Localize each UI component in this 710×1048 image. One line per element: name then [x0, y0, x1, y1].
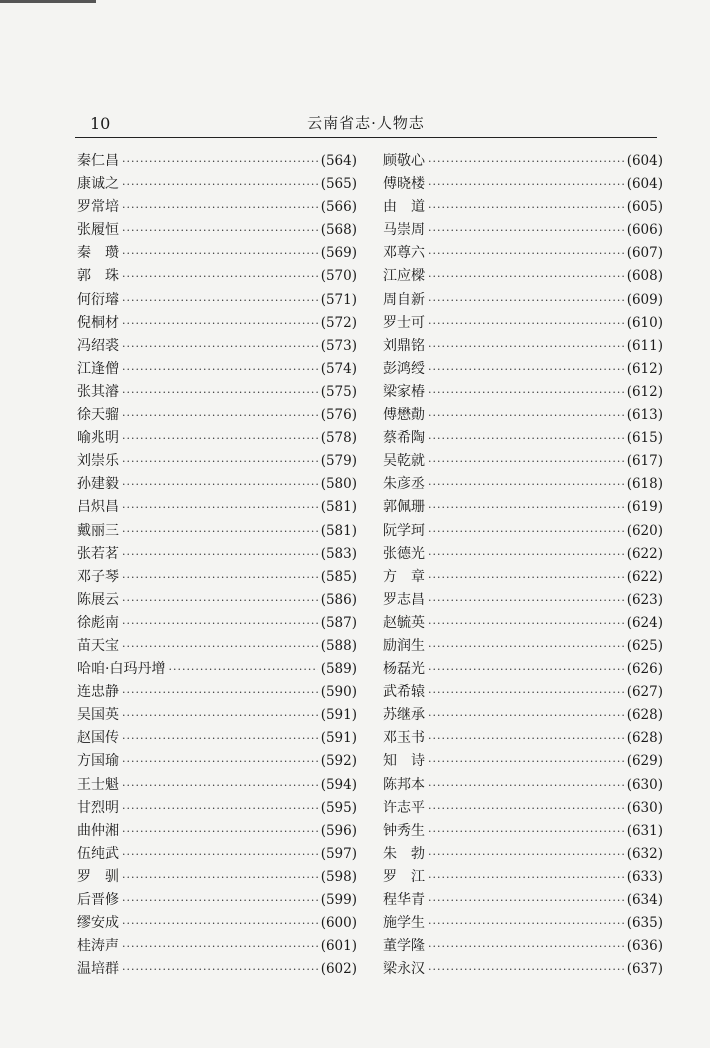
entry-name: 彭鸿绶	[383, 360, 425, 377]
dot-leader	[122, 427, 318, 450]
dot-leader	[122, 750, 318, 773]
entry-page: (631)	[626, 822, 663, 839]
toc-entry	[77, 566, 357, 589]
dot-leader	[122, 820, 318, 843]
dot-leader	[428, 589, 624, 612]
toc-entry	[77, 358, 357, 381]
toc-entry	[383, 635, 663, 658]
toc-entry	[77, 704, 357, 727]
entry-page: (637)	[626, 961, 663, 978]
entry-name: 何衍璿	[77, 291, 119, 308]
entry-page: (633)	[626, 868, 663, 885]
toc-entry	[77, 681, 357, 704]
dot-leader	[428, 289, 624, 312]
entry-page: (564)	[320, 153, 357, 169]
toc-entry	[383, 496, 663, 519]
entry-page: (579)	[320, 453, 357, 470]
toc-entry	[77, 381, 357, 404]
dot-leader	[428, 196, 624, 219]
toc-entry	[383, 450, 663, 473]
toc-entry	[77, 150, 357, 173]
dot-leader	[122, 242, 318, 265]
entry-name: 徐天骝	[77, 407, 119, 424]
dot-leader	[428, 935, 624, 958]
toc-entry	[77, 889, 357, 912]
dot-leader	[428, 335, 624, 358]
dot-leader	[428, 750, 624, 773]
entry-name: 傅晓楼	[383, 176, 425, 193]
entry-name: 秦 瓒	[77, 245, 119, 262]
dot-leader	[428, 566, 624, 589]
entry-name: 曲仲湘	[77, 822, 119, 839]
toc-entry	[77, 450, 357, 473]
entry-page: (573)	[320, 337, 357, 354]
entry-page: (628)	[626, 730, 663, 747]
dot-leader	[122, 912, 318, 935]
entry-name: 罗志昌	[383, 591, 425, 608]
scan-edge-mark	[0, 0, 96, 3]
entry-page: (610)	[626, 314, 663, 331]
entry-page: (602)	[320, 961, 357, 978]
entry-name: 朱彦丞	[383, 476, 425, 493]
entry-page: (591)	[320, 730, 357, 747]
dot-leader	[428, 173, 624, 196]
toc-entry	[383, 196, 663, 219]
toc-entry	[383, 404, 663, 427]
entry-name: 钟秀生	[383, 822, 425, 839]
toc-entry	[77, 335, 357, 358]
entry-page: (566)	[320, 199, 357, 216]
entry-name: 张其濬	[77, 383, 119, 400]
toc-entry	[383, 312, 663, 335]
entry-page: (565)	[320, 176, 357, 193]
entry-page: (583)	[320, 545, 357, 562]
dot-leader	[428, 889, 624, 912]
entry-name: 赵国传	[77, 730, 119, 747]
entry-name: 陈展云	[77, 591, 119, 608]
toc-entry	[383, 427, 663, 450]
entry-page: (591)	[320, 707, 357, 724]
dot-leader	[428, 727, 624, 750]
entry-name: 赵毓英	[383, 614, 425, 631]
entry-name: 孙建毅	[77, 476, 119, 493]
entry-page: (622)	[626, 545, 663, 562]
entry-name: 张德光	[383, 545, 425, 562]
toc-entry	[77, 727, 357, 750]
dot-leader	[428, 358, 624, 381]
dot-leader	[428, 473, 624, 496]
entry-page: (594)	[320, 776, 357, 793]
entry-name: 蔡希陶	[383, 430, 425, 447]
entry-page: (570)	[320, 268, 357, 285]
dot-leader	[122, 543, 318, 566]
toc-entry	[77, 935, 357, 958]
entry-page: (627)	[626, 684, 663, 701]
dot-leader	[122, 635, 318, 658]
toc-entry	[383, 358, 663, 381]
toc-entry	[77, 427, 357, 450]
toc-entry	[77, 473, 357, 496]
entry-name: 江逢僧	[77, 360, 119, 377]
entry-name: 罗 江	[383, 868, 425, 885]
dot-leader	[428, 612, 624, 635]
toc-entry	[77, 866, 357, 889]
entry-page: (604)	[626, 176, 663, 193]
entry-name: 邓玉书	[383, 730, 425, 747]
entry-page: (568)	[320, 222, 357, 239]
toc-entry	[77, 173, 357, 196]
entry-page: (620)	[626, 522, 663, 539]
dot-leader	[122, 727, 318, 750]
entry-page: (590)	[320, 684, 357, 701]
toc-entry	[77, 196, 357, 219]
entry-page: (636)	[626, 938, 663, 955]
entry-name: 陈邦本	[383, 776, 425, 793]
entry-page: (589)	[320, 661, 357, 678]
entry-name: 康诚之	[77, 176, 119, 193]
entry-name: 周自新	[383, 291, 425, 308]
entry-page: (629)	[626, 753, 663, 770]
dot-leader	[428, 543, 624, 566]
page-number: 10	[90, 114, 111, 133]
entry-page: (569)	[320, 245, 357, 262]
dot-leader	[428, 450, 624, 473]
dot-leader	[428, 774, 624, 797]
entry-name: 马崇周	[383, 222, 425, 239]
entry-name: 张若茗	[77, 545, 119, 562]
dot-leader	[122, 219, 318, 242]
dot-leader	[122, 843, 318, 866]
entry-page: (615)	[626, 430, 663, 447]
entry-page: (625)	[626, 637, 663, 654]
entry-page: (592)	[320, 753, 357, 770]
entry-page: (630)	[626, 776, 663, 793]
running-title: 云南省志·人物志	[307, 114, 425, 132]
entry-name: 罗士可	[383, 314, 425, 331]
entry-name: 桂涛声	[77, 938, 119, 955]
toc-entry	[77, 912, 357, 935]
toc-entry	[383, 381, 663, 404]
entry-page: (612)	[626, 360, 663, 377]
entry-page: (595)	[320, 799, 357, 816]
toc-entry	[77, 289, 357, 312]
entry-page: (580)	[320, 476, 357, 493]
entry-page: (585)	[320, 568, 357, 585]
dot-leader	[168, 658, 317, 681]
entry-name: 刘鼎铭	[383, 337, 425, 354]
entry-name: 施学生	[383, 915, 425, 932]
dot-leader	[122, 173, 318, 196]
entry-name: 徐彪南	[77, 614, 119, 631]
entry-name: 阮学珂	[383, 522, 425, 539]
entry-page: (617)	[626, 453, 663, 470]
entry-name: 邓尊六	[383, 245, 425, 262]
entry-page: (613)	[626, 407, 663, 424]
entry-page: (605)	[626, 199, 663, 216]
entry-page: (601)	[320, 938, 357, 955]
toc-entry	[383, 958, 663, 981]
dot-leader	[122, 612, 318, 635]
dot-leader	[122, 889, 318, 912]
entry-page: (578)	[320, 430, 357, 447]
entry-page: (626)	[626, 661, 663, 678]
entry-page: (604)	[626, 153, 663, 169]
entry-name: 邓子琴	[77, 568, 119, 585]
dot-leader	[122, 566, 318, 589]
dot-leader	[428, 404, 624, 427]
toc-entry	[77, 750, 357, 773]
entry-name: 由 道	[383, 199, 425, 216]
entry-name: 梁永汉	[383, 961, 425, 978]
dot-leader	[428, 150, 624, 173]
entry-name: 朱 勃	[383, 845, 425, 862]
dot-leader	[122, 473, 318, 496]
entry-name: 郭佩珊	[383, 499, 425, 516]
entry-name: 方 章	[383, 568, 425, 585]
entry-page: (624)	[626, 614, 663, 631]
dot-leader	[428, 658, 624, 681]
toc-entry	[383, 704, 663, 727]
dot-leader	[428, 843, 624, 866]
toc-entry	[383, 150, 663, 173]
entry-name: 冯绍裘	[77, 337, 119, 354]
dot-leader	[122, 797, 318, 820]
entry-page: (581)	[320, 499, 357, 516]
toc-entry	[383, 612, 663, 635]
toc-column-left	[77, 150, 357, 981]
dot-leader	[428, 427, 624, 450]
toc-entry	[383, 219, 663, 242]
dot-leader	[122, 381, 318, 404]
entry-name: 顾敬心	[383, 153, 425, 169]
dot-leader	[122, 312, 318, 335]
toc-entry	[77, 658, 357, 681]
entry-page: (628)	[626, 707, 663, 724]
toc-entry	[383, 335, 663, 358]
dot-leader	[122, 335, 318, 358]
entry-page: (611)	[626, 337, 663, 354]
entry-page: (581)	[320, 522, 357, 539]
toc-entry	[77, 774, 357, 797]
dot-leader	[122, 935, 318, 958]
dot-leader	[428, 219, 624, 242]
dot-leader	[428, 265, 624, 288]
entry-page: (586)	[320, 591, 357, 608]
toc-entry	[77, 612, 357, 635]
entry-page: (598)	[320, 868, 357, 885]
dot-leader	[122, 774, 318, 797]
entry-name: 罗常培	[77, 199, 119, 216]
toc-entry	[77, 520, 357, 543]
dot-leader	[122, 196, 318, 219]
toc-entry	[383, 912, 663, 935]
toc-entry	[383, 935, 663, 958]
toc-entry	[77, 219, 357, 242]
entry-page: (576)	[320, 407, 357, 424]
toc-entry	[383, 889, 663, 912]
dot-leader	[122, 589, 318, 612]
entry-name: 知 诗	[383, 753, 425, 770]
entry-page: (630)	[626, 799, 663, 816]
entry-page: (600)	[320, 915, 357, 932]
entry-name: 哈咱·白玛丹增	[77, 661, 166, 678]
entry-page: (596)	[320, 822, 357, 839]
entry-page: (622)	[626, 568, 663, 585]
toc-entry	[77, 265, 357, 288]
entry-name: 许志平	[383, 799, 425, 816]
entry-page: (635)	[626, 915, 663, 932]
toc-entry	[77, 543, 357, 566]
entry-name: 杨磊光	[383, 661, 425, 678]
dot-leader	[428, 635, 624, 658]
entry-name: 戴丽三	[77, 522, 119, 539]
toc-entry	[383, 681, 663, 704]
entry-page: (609)	[626, 291, 663, 308]
toc-column-right	[383, 150, 663, 981]
dot-leader	[428, 242, 624, 265]
entry-page: (574)	[320, 360, 357, 377]
toc-entry	[383, 750, 663, 773]
dot-leader	[428, 681, 624, 704]
toc-entry	[77, 797, 357, 820]
dot-leader	[122, 496, 318, 519]
entry-page: (607)	[626, 245, 663, 262]
toc-entry	[77, 404, 357, 427]
dot-leader	[122, 958, 318, 981]
toc-entry	[77, 496, 357, 519]
entry-page: (571)	[320, 291, 357, 308]
toc-entry	[77, 242, 357, 265]
entry-name: 倪桐材	[77, 314, 119, 331]
dot-leader	[122, 404, 318, 427]
entry-name: 苗天宝	[77, 637, 119, 654]
entry-name: 秦仁昌	[77, 153, 119, 169]
toc-entry	[383, 866, 663, 889]
entry-name: 后晋修	[77, 892, 119, 908]
entry-name: 张履恒	[77, 222, 119, 239]
dot-leader	[122, 866, 318, 889]
dot-leader	[428, 496, 624, 519]
entry-name: 郭 珠	[77, 268, 119, 285]
entry-page: (572)	[320, 314, 357, 331]
entry-name: 励润生	[383, 637, 425, 654]
toc-entry	[383, 520, 663, 543]
dot-leader	[122, 150, 318, 173]
entry-name: 刘崇乐	[77, 453, 119, 470]
toc-entry	[383, 173, 663, 196]
toc-entry	[383, 242, 663, 265]
toc-entry	[383, 566, 663, 589]
entry-page: (608)	[626, 268, 663, 285]
entry-name: 董学隆	[383, 938, 425, 955]
toc-entry	[77, 958, 357, 981]
entry-page: (597)	[320, 845, 357, 862]
entry-name: 王士魁	[77, 776, 119, 793]
dot-leader	[428, 520, 624, 543]
dot-leader	[122, 265, 318, 288]
entry-page: (587)	[320, 614, 357, 631]
dot-leader	[122, 358, 318, 381]
dot-leader	[428, 958, 624, 981]
dot-leader	[122, 520, 318, 543]
entry-name: 梁家椿	[383, 383, 425, 400]
entry-name: 连忠静	[77, 684, 119, 701]
dot-leader	[122, 450, 318, 473]
entry-name: 喻兆明	[77, 430, 119, 447]
dot-leader	[428, 820, 624, 843]
dot-leader	[428, 797, 624, 820]
dot-leader	[122, 289, 318, 312]
toc-entry	[383, 658, 663, 681]
entry-name: 甘烈明	[77, 799, 119, 816]
toc-entry	[383, 843, 663, 866]
dot-leader	[428, 381, 624, 404]
entry-page: (588)	[320, 637, 357, 654]
toc-entry	[383, 820, 663, 843]
dot-leader	[122, 681, 318, 704]
entry-name: 江应樑	[383, 268, 425, 285]
entry-name: 温培群	[77, 961, 119, 978]
toc-entry	[383, 289, 663, 312]
toc-entry	[77, 635, 357, 658]
dot-leader	[428, 912, 624, 935]
entry-page: (575)	[320, 383, 357, 400]
entry-name: 武希辕	[383, 684, 425, 701]
entry-name: 吴国英	[77, 707, 119, 724]
dot-leader	[428, 866, 624, 889]
toc-entry	[383, 797, 663, 820]
entry-name: 程华青	[383, 892, 425, 908]
entry-name: 缪安成	[77, 915, 119, 932]
dot-leader	[428, 704, 624, 727]
entry-name: 吴乾就	[383, 453, 425, 470]
toc-entry	[77, 843, 357, 866]
page-header	[75, 112, 657, 136]
toc-entry	[77, 589, 357, 612]
toc-entry	[77, 820, 357, 843]
entry-name: 方国瑜	[77, 753, 119, 770]
toc-entry	[383, 473, 663, 496]
entry-page: (612)	[626, 383, 663, 400]
entry-name: 伍纯武	[77, 845, 119, 862]
toc-entry	[383, 543, 663, 566]
toc-entry	[383, 774, 663, 797]
toc-entry	[383, 727, 663, 750]
toc-entry	[383, 589, 663, 612]
entry-page: (623)	[626, 591, 663, 608]
entry-page: (619)	[626, 499, 663, 516]
entry-name: 吕炽昌	[77, 499, 119, 516]
entry-page: (618)	[626, 476, 663, 493]
toc-entry	[77, 312, 357, 335]
entry-page: (634)	[626, 892, 663, 908]
entry-page: (599)	[320, 892, 357, 908]
entry-name: 傅懋勣	[383, 407, 425, 424]
entry-name: 罗 驯	[77, 868, 119, 885]
dot-leader	[122, 704, 318, 727]
entry-name: 苏继承	[383, 707, 425, 724]
entry-page: (606)	[626, 222, 663, 239]
header-rule	[75, 137, 657, 138]
entry-page: (632)	[626, 845, 663, 862]
dot-leader	[428, 312, 624, 335]
toc-entry	[383, 265, 663, 288]
